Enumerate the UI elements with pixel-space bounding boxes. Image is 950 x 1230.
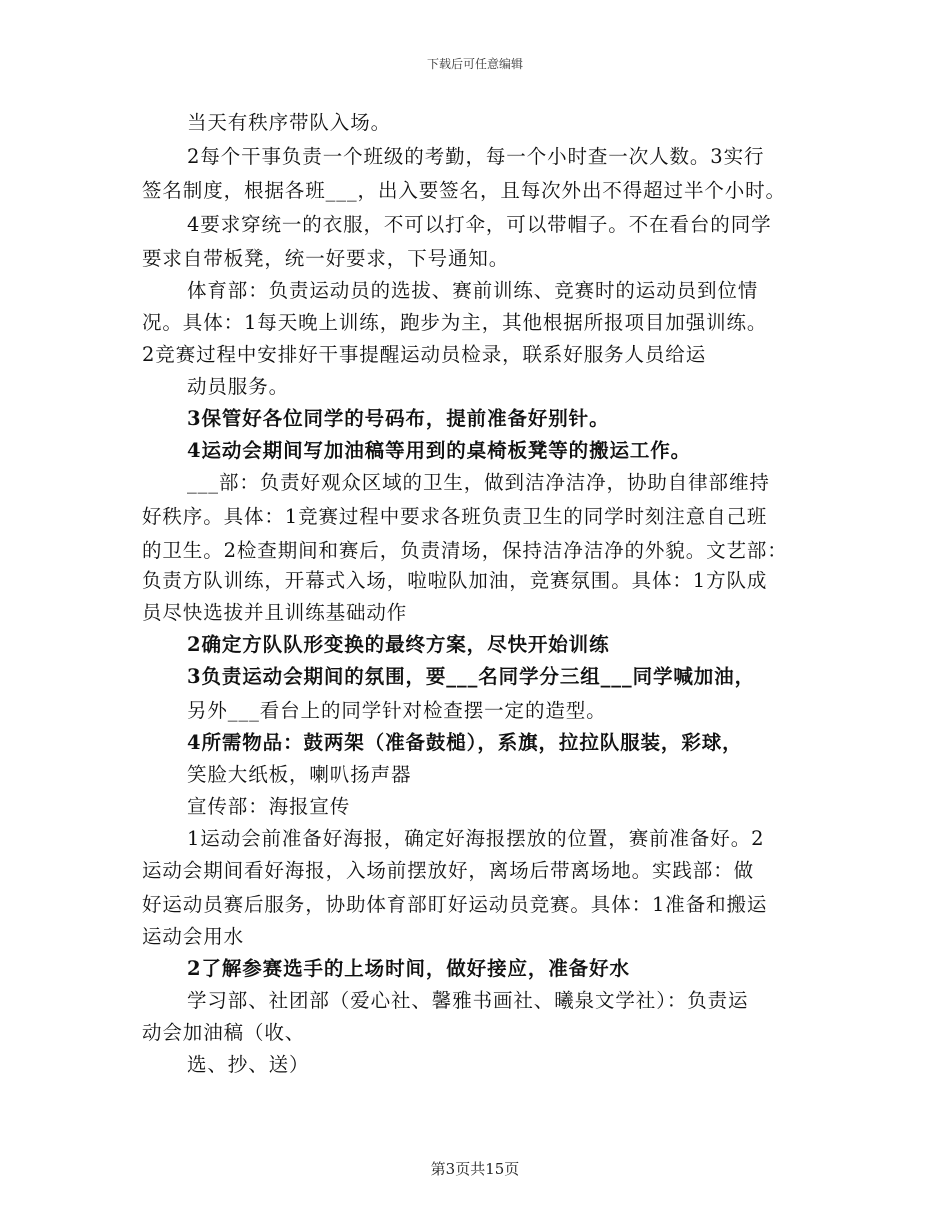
paragraph-line: 体育部：负责运动员的选拔、赛前训练、竞赛时的运动员到位情	[187, 279, 759, 302]
paragraph-line: 4所需物品：鼓两架（准备鼓槌），系旗，拉拉队服装，彩球，	[187, 731, 743, 754]
paragraph-line: 4要求穿统一的衣服，不可以打伞，可以带帽子。不在看台的同学	[187, 213, 772, 236]
paragraph-line: 要求自带板凳，统一好要求，下号通知。	[142, 247, 510, 270]
paragraph-line: 好运动员赛后服务，协助体育部盯好运动员竞赛。具体：1准备和搬运	[142, 893, 768, 916]
paragraph-line: 运动会用水	[142, 925, 245, 948]
paragraph-line: 当天有秩序带队入场。	[187, 111, 392, 134]
page-number: 第3页共15页	[430, 1160, 520, 1178]
paragraph-line: 2每个干事负责一个班级的考勤，每一个小时查一次人数。3实行	[187, 145, 765, 168]
paragraph-line: 选、抄、送）	[187, 1053, 310, 1076]
paragraph-line: 笑脸大纸板，喇叭扬声器	[187, 763, 412, 786]
paragraph-line: 签名制度，根据各班___，出入要签名，且每次外出不得超过半个小时。	[142, 179, 786, 202]
paragraph-line: 运动会期间看好海报，入场前摆放好，离场后带离场地。实践部：做	[142, 859, 755, 882]
paragraph-line: 好秩序。具体：1竞赛过程中要求各班负责卫生的同学时刻注意自己班	[142, 505, 768, 528]
paragraph-line: 2确定方队队形变换的最终方案，尽快开始训练	[187, 633, 610, 656]
paragraph-line: 3保管好各位同学的号码布，提前准备好别针。	[187, 407, 610, 430]
page-header: 下载后可任意编辑	[426, 57, 523, 71]
paragraph-line: ___部：负责好观众区域的卫生，做到洁净洁净，协助自律部维持	[187, 471, 770, 494]
paragraph-line: 学习部、社团部（爱心社、馨雅书画社、曦泉文学社）：负责运	[187, 989, 749, 1012]
paragraph-line: 4运动会期间写加油稿等用到的桌椅板凳等的搬运工作。	[187, 439, 692, 462]
paragraph-line: 2竞赛过程中安排好干事提醒运动员检录，联系好服务人员给运	[142, 343, 707, 366]
paragraph-line: 动会加油稿（收、	[142, 1021, 306, 1044]
paragraph-line: 负责方队训练，开幕式入场，啦啦队加油，竞赛氛围。具体：1方队成	[142, 569, 768, 592]
paragraph-line: 宣传部：海报宣传	[187, 795, 351, 818]
paragraph-line: 的卫生。2检查期间和赛后，负责清场，保持洁净洁净的外貌。文艺部：	[142, 539, 788, 562]
paragraph-line: 3负责运动会期间的氛围，要___名同学分三组___同学喊加油，	[187, 665, 755, 688]
paragraph-line: 2了解参赛选手的上场时间，做好接应，准备好水	[187, 957, 630, 980]
paragraph-line: 1运动会前准备好海报，确定好海报摆放的位置，赛前准备好。2	[187, 827, 765, 850]
paragraph-line: 员尽快选拔并且训练基础动作	[142, 601, 408, 624]
paragraph-line: 另外___看台上的同学针对检查摆一定的造型。	[187, 699, 607, 722]
paragraph-line: 动员服务。	[187, 375, 290, 398]
paragraph-line: 况。具体：1每天晚上训练，跑步为主，其他根据所报项目加强训练。	[142, 311, 768, 334]
